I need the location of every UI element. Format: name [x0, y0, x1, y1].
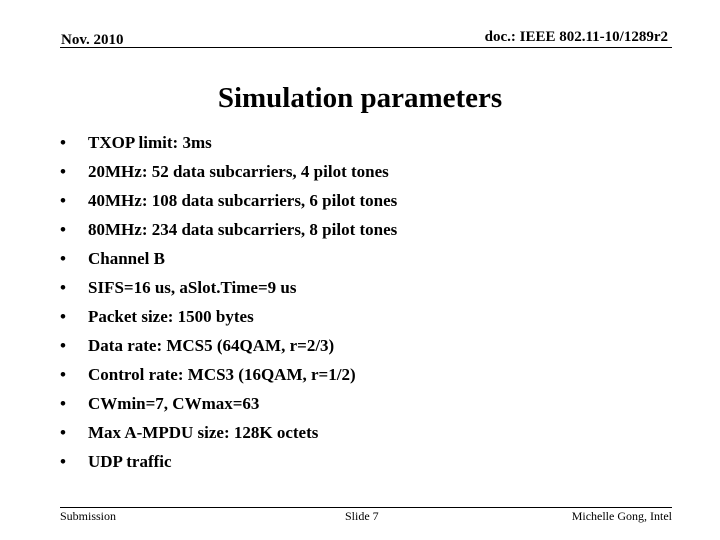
- header-divider: [60, 47, 672, 48]
- bullet-text: UDP traffic: [88, 452, 172, 471]
- bullet-marker: •: [60, 191, 66, 210]
- header-date: Nov. 2010: [61, 32, 124, 48]
- footer-slide-number: Slide 7: [345, 509, 379, 523]
- bullet-marker: •: [60, 423, 66, 442]
- bullet-text: TXOP limit: 3ms: [88, 133, 212, 152]
- bullet-marker: •: [60, 220, 66, 239]
- bullet-text: Max A-MPDU size: 128K octets: [88, 423, 319, 442]
- bullet-text: SIFS=16 us, aSlot.Time=9 us: [88, 278, 297, 297]
- bullet-marker: •: [60, 162, 66, 181]
- bullet-text: Control rate: MCS3 (16QAM, r=1/2): [88, 365, 356, 384]
- bullet-text: 20MHz: 52 data subcarriers, 4 pilot tones: [88, 162, 389, 181]
- bullet-text: 80MHz: 234 data subcarriers, 8 pilot tones: [88, 220, 398, 239]
- bullet-text: CWmin=7, CWmax=63: [88, 394, 260, 413]
- bullet-marker: •: [60, 133, 66, 152]
- footer-divider: [60, 507, 672, 508]
- bullet-marker: •: [60, 278, 66, 297]
- bullet-text: Packet size: 1500 bytes: [88, 307, 254, 326]
- bullet-text: Data rate: MCS5 (64QAM, r=2/3): [88, 336, 335, 355]
- bullet-marker: •: [60, 394, 66, 413]
- slide-title: Simulation parameters: [217, 82, 503, 114]
- bullet-marker: •: [60, 307, 66, 326]
- bullet-marker: •: [60, 249, 66, 268]
- bullet-marker: •: [60, 336, 66, 355]
- footer-author: Michelle Gong, Intel: [571, 509, 672, 523]
- bullet-marker: •: [60, 365, 66, 384]
- footer-submission: Submission: [60, 509, 117, 523]
- bullet-text: 40MHz: 108 data subcarriers, 6 pilot tones: [88, 191, 398, 210]
- bullet-marker: •: [60, 452, 66, 471]
- bullet-text: Channel B: [88, 249, 165, 268]
- header-doc-id: doc.: IEEE 802.11-10/1289r2: [484, 29, 668, 45]
